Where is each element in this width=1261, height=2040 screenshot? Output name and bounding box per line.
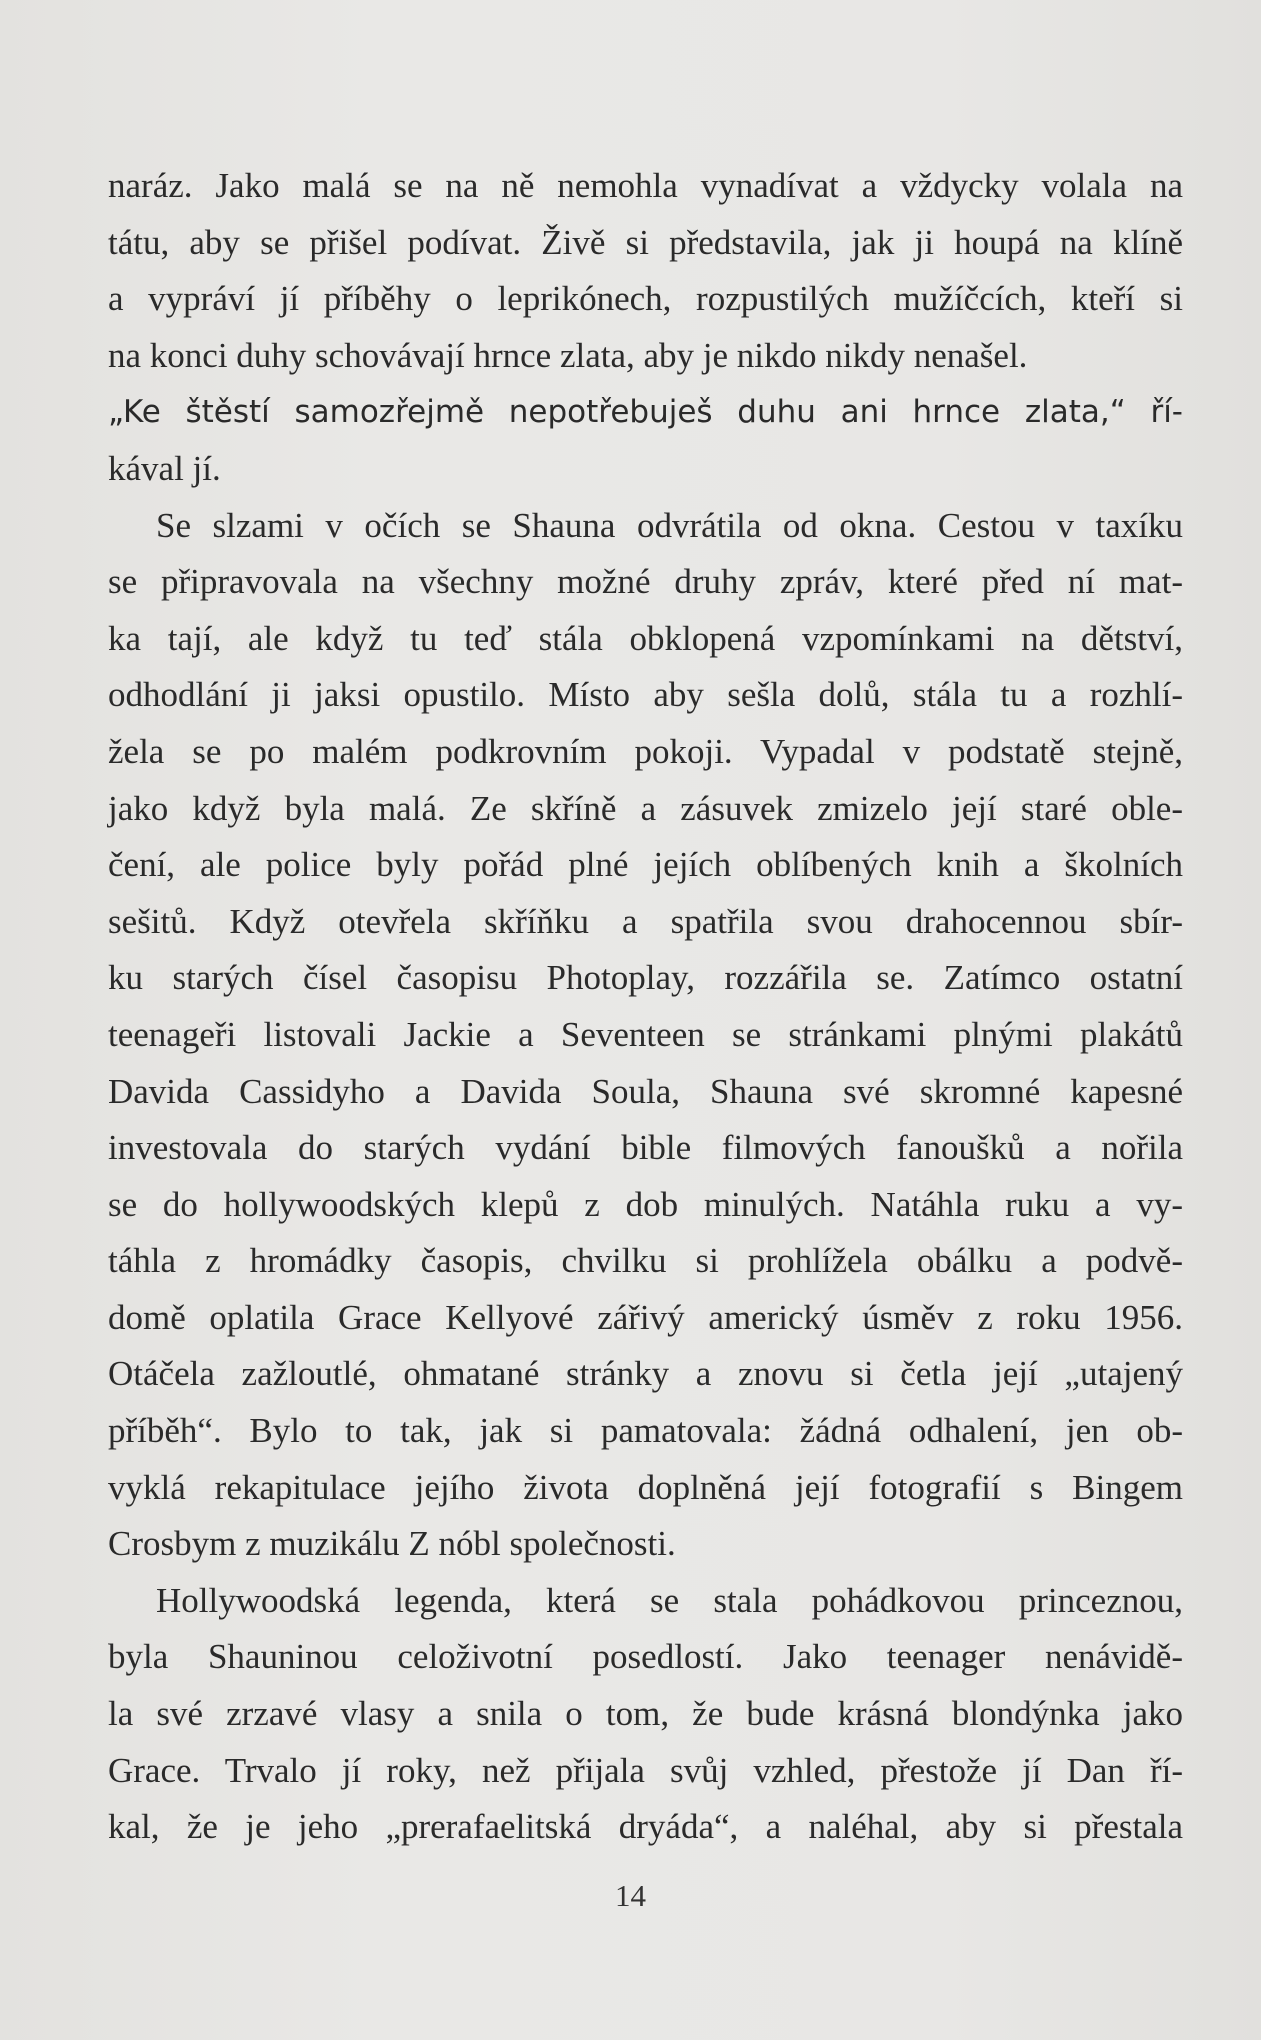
text-line: domě oplatila Grace Kellyové zářivý americký úsměv z roku 1956. [108,1297,1183,1337]
text-line: a vypráví jí příběhy o leprikónech, rozpustilých mužíčcích, kteří si [108,279,1183,319]
text-line: ka tají, ale když tu teď stála obklopená vzpomínkami na dětství, [108,618,1183,658]
text-line: „Ke štěstí samozřejmě nepotřebuješ duhu ani hrnce zlata,“ ří- [108,394,1183,431]
text-line: la své zrzavé vlasy a snila o tom, že bude krásná blondýnka jako [108,1694,1183,1734]
text-line: čení, ale police byly pořád plné jejích oblíbených knih a školních [108,845,1183,885]
text-line: sešitů. Když otevřela skříňku a spatřila svou drahocennou sbír- [108,901,1183,941]
text-line: teenageři listovali Jackie a Seventeen se stránkami plnými plakátů [108,1014,1183,1054]
body-text [108,158,1183,1856]
text-line: žela se po malém podkrovním pokoji. Vypadal v podstatě stejně, [108,731,1183,771]
text-line: příběh“. Bylo to tak, jak si pamatovala: žádná odhalení, jen ob- [108,1411,1183,1451]
text-line: Davida Cassidyho a Davida Soula, Shauna své skromné kapesné [108,1071,1183,1111]
text-line: Hollywoodská legenda, která se stala pohádkovou princeznou, [156,1580,1183,1620]
text-line: byla Shauninou celoživotní posedlostí. Jako teenager nenávidě- [108,1637,1183,1677]
text-line: se připravovala na všechny možné druhy zpráv, které před ní mat- [108,562,1183,602]
text-line: Otáčela zažloutlé, ohmatané stránky a znovu si četla její „utajený [108,1354,1183,1394]
text-line: Crosbym z muzikálu Z nóbl společnosti. [108,1524,676,1564]
text-line: kával jí. [108,448,221,488]
text-line: tátu, aby se přišel podívat. Živě si představila, jak ji houpá na klíně [108,222,1183,262]
text-line: naráz. Jako malá se na ně nemohla vynadívat a vždycky volala na [108,166,1183,205]
text-line: ku starých čísel časopisu Photoplay, rozzářila se. Zatímco ostatní [108,958,1183,998]
text-line: na konci duhy schovávají hrnce zlata, aby je nikdo nikdy nenašel. [108,335,1028,375]
text-line: Grace. Trvalo jí roky, než přijala svůj vzhled, přestože jí Dan ří- [108,1750,1183,1790]
text-line: jako když byla malá. Ze skříně a zásuvek zmizelo její staré oble- [108,788,1183,828]
text-line: investovala do starých vydání bible filmových fanoušků a nořila [108,1128,1183,1168]
text-line: vyklá rekapitulace jejího života doplněná její fotografií s Bingem [108,1467,1183,1507]
text-line: táhla z hromádky časopis, chvilku si prohlížela obálku a podvě- [108,1241,1183,1281]
page-number: 14 [615,1878,646,1913]
text-line: Se slzami v očích se Shauna odvrátila od okna. Cestou v taxíku [156,505,1183,545]
text-line: kal, že je jeho „prerafaelitská dryáda“, a naléhal, aby si přestala [108,1807,1183,1847]
text-line: se do hollywoodských klepů z dob minulých. Natáhla ruku a vy- [108,1184,1183,1224]
text-line: odhodlání ji jaksi opustilo. Místo aby sešla dolů, stála tu a rozhlí- [108,675,1183,715]
